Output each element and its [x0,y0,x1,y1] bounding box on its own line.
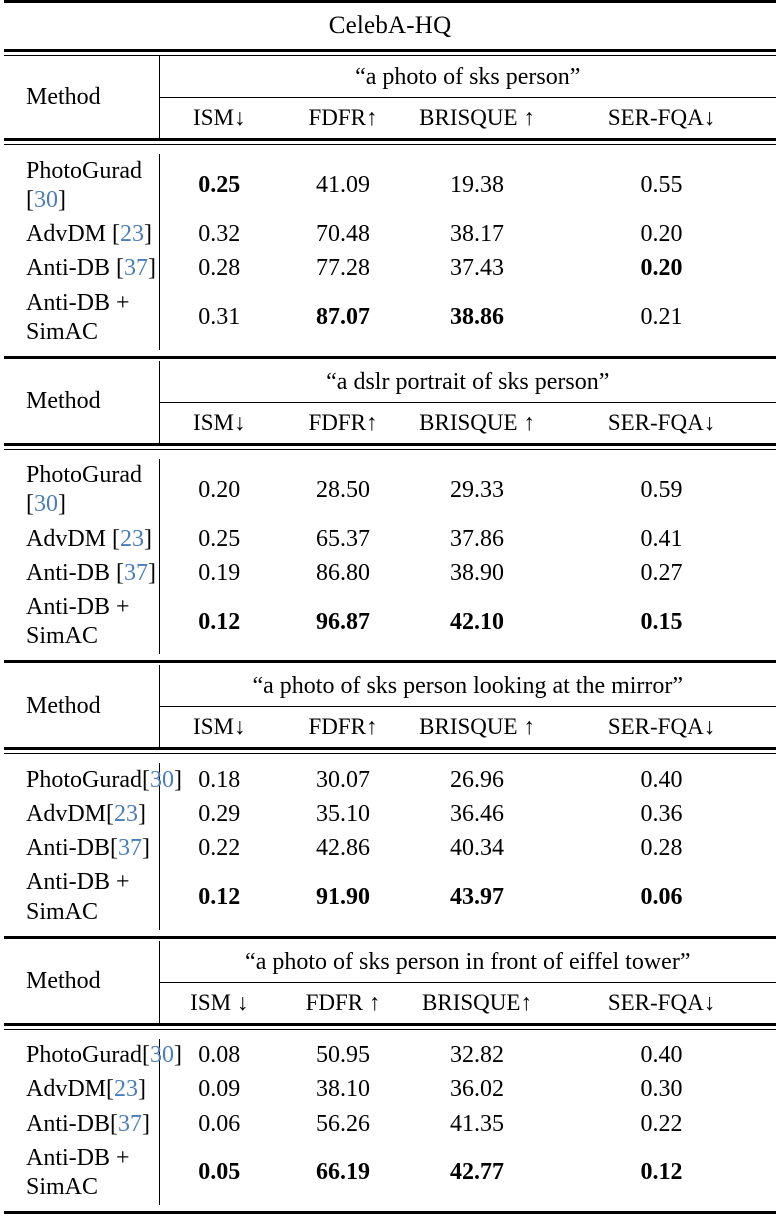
table-row [4,591,776,655]
block-2-top-spacer [4,754,776,764]
cell-value: 0.06 [159,1107,279,1141]
method-column-header: Method [26,692,101,719]
method-name: Anti-DB + SimAC [26,1144,130,1201]
metric-header-1: FDFR ↑ [305,989,381,1015]
method-name: AdvDM [26,221,113,248]
table-row [4,1141,776,1205]
method-name: PhotoGurad [26,157,142,184]
method-name: Anti-DB [26,559,116,586]
citation-close-bracket: ] [174,766,182,793]
cell-value: 0.28 [640,835,683,862]
block-1-bottom-spacer [4,654,776,662]
metric-header-3: SER-FQA↓ [607,714,716,740]
cell-value: 30.07 [316,766,370,793]
cell-value: 0.20 [159,459,279,523]
spacer [4,654,776,662]
method-name: AdvDM [26,1076,107,1103]
row-method-label [4,1073,159,1107]
table-row [4,763,776,797]
spacer [4,145,776,155]
citation-open-bracket: [ [106,1076,115,1103]
cell-value: 43.97 [450,884,504,911]
table-row [4,1039,776,1073]
cell-value: 36.02 [450,1076,504,1103]
citation-open-bracket: [ [142,766,150,793]
cell-value: 41.09 [316,172,370,199]
cell-value: 87.07 [316,304,370,331]
method-name: Anti-DB [26,255,116,282]
method-column-header: Method [26,83,101,110]
cell-value: 0.12 [640,1159,683,1186]
metric-header-3: SER-FQA↓ [607,989,716,1015]
metric-header-3: SER-FQA↓ [607,409,716,435]
citation-open-bracket: [ [116,559,124,586]
results-table-container [4,0,776,1216]
citation-ref[interactable]: 23 [114,800,139,827]
citation-open-bracket: [ [142,1042,150,1069]
metric-header-0: ISM↓ [159,98,279,140]
method-name: AdvDM [26,525,113,552]
table-row [4,252,776,286]
table-row [4,1107,776,1141]
cell-value: 42.77 [450,1159,504,1186]
row-method-label [4,797,159,831]
citation-close-bracket: ] [58,186,66,213]
method-name: Anti-DB + SimAC [26,289,130,345]
citation-close-bracket: ] [148,559,156,586]
metric-header-0: ISM ↓ [159,982,279,1024]
cell-value: 29.33 [450,476,504,503]
cell-value: 0.28 [159,252,279,286]
cell-value: 0.06 [640,884,683,911]
cell-value: 0.09 [159,1073,279,1107]
table-row [4,832,776,866]
metric-header-2: BRISQUE ↑ [419,409,535,435]
block-0-top-spacer [4,145,776,155]
metric-header-2: BRISQUE ↑ [419,714,535,740]
cell-value: 65.37 [316,525,370,552]
cell-value: 32.82 [450,1042,504,1069]
cell-value: 77.28 [316,255,370,282]
block-0-header-row [4,56,776,98]
cell-value: 36.46 [450,800,504,827]
cell-value: 0.41 [640,525,683,552]
table-row [4,154,776,218]
table-row [4,286,776,350]
page-title: CelebA-HQ [328,12,452,39]
row-method-label [4,1039,182,1073]
cell-value: 0.59 [640,476,683,503]
cell-value: 0.22 [159,832,279,866]
method-name: Anti-DB [26,1110,110,1137]
row-method-label [4,154,159,218]
citation-ref[interactable]: 30 [150,1042,174,1069]
metric-header-1: FDFR↑ [308,409,378,435]
rule [4,1212,776,1216]
cell-value: 38.17 [450,221,504,248]
citation-close-bracket: ] [138,800,147,827]
method-name: Anti-DB + SimAC [26,594,130,650]
spacer [4,449,776,459]
block-2-bottom-spacer [4,930,776,938]
method-column-header: Method [26,968,101,995]
cell-value: 0.08 [159,1039,279,1073]
table-row [4,556,776,590]
citation-open-bracket: [ [106,800,115,827]
cell-value: 41.35 [450,1110,504,1137]
metric-header-2: BRISQUE↑ [422,989,532,1015]
row-method-label [4,763,182,797]
method-name: PhotoGurad [26,766,142,793]
cell-value: 0.40 [640,1042,683,1069]
cell-value: 0.15 [640,608,683,635]
metric-header-1: FDFR↑ [308,714,378,740]
metric-header-1: FDFR↑ [308,105,378,130]
citation-ref[interactable]: 37 [118,1110,142,1137]
row-method-label [4,1141,159,1205]
cell-value: 37.86 [450,525,504,552]
spacer [4,1029,776,1039]
citation-close-bracket: ] [138,1076,147,1103]
cell-value: 0.36 [640,800,683,827]
cell-value: 0.40 [640,766,683,793]
citation-close-bracket: ] [58,491,66,518]
method-name: AdvDM [26,800,107,827]
cell-value: 0.32 [159,218,279,252]
citation-ref[interactable]: 37 [124,559,148,586]
citation-open-bracket: [ [26,491,34,518]
row-method-label [4,556,159,590]
table-row [4,218,776,252]
prompt-header: “a dslr portrait of sks person” [159,361,776,403]
cell-value: 0.27 [640,559,683,586]
table-row [4,522,776,556]
cell-value: 0.19 [159,556,279,590]
block-0-bottom-spacer [4,350,776,358]
citation-ref[interactable]: 23 [120,525,145,552]
table-row [4,797,776,831]
cell-value: 0.20 [640,221,683,248]
row-method-label [4,218,159,252]
citation-open-bracket: [ [112,221,121,248]
cell-value: 0.22 [640,1110,683,1137]
row-method-label [4,286,159,350]
prompt-header: “a photo of sks person looking at the mirror” [159,665,776,707]
citation-close-bracket: ] [144,525,153,552]
citation-ref[interactable]: 23 [120,221,145,248]
cell-value: 26.96 [450,766,504,793]
metric-header-0: ISM↓ [159,402,279,444]
row-method-label [4,1107,159,1141]
table-title-row [4,5,776,51]
block-1-header-row [4,361,776,403]
citation-ref[interactable]: 37 [124,255,148,282]
method-column-header: Method [26,388,101,415]
block-3-top-spacer [4,1029,776,1039]
prompt-header: “a photo of sks person” [159,56,776,98]
method-name: Anti-DB + SimAC [26,869,130,925]
spacer [4,1205,776,1213]
row-method-label [4,459,159,523]
cell-value: 50.95 [316,1042,370,1069]
citation-ref[interactable]: 30 [34,186,58,213]
spacer [4,350,776,358]
cell-value: 19.38 [450,172,504,199]
cell-value: 0.20 [640,255,683,282]
cell-value: 0.05 [159,1141,279,1205]
block-1-top-spacer [4,449,776,459]
cell-value: 38.90 [450,559,504,586]
results-table [4,0,776,1216]
cell-value: 70.48 [316,221,370,248]
row-method-label [4,252,159,286]
metric-header-3: SER-FQA↓ [607,105,716,130]
cell-value: 86.80 [316,559,370,586]
cell-value: 37.43 [450,255,504,282]
prompt-header: “a photo of sks person in front of eiffel tower” [159,941,776,983]
citation-ref[interactable]: 30 [34,491,58,518]
citation-ref[interactable]: 23 [114,1076,139,1103]
citation-open-bracket: [ [116,255,124,282]
block-3-header-row [4,941,776,983]
citation-ref[interactable]: 37 [118,835,142,862]
citation-close-bracket: ] [144,221,153,248]
metric-header-2: BRISQUE ↑ [419,105,535,130]
citation-open-bracket: [ [112,525,121,552]
cell-value: 0.31 [159,286,279,350]
citation-close-bracket: ] [148,255,156,282]
cell-value: 0.30 [640,1076,683,1103]
cell-value: 0.55 [640,172,683,199]
cell-value: 28.50 [316,476,370,503]
table-row [4,866,776,930]
cell-value: 56.26 [316,1110,370,1137]
row-method-label [4,866,159,930]
citation-open-bracket: [ [26,186,34,213]
cell-value: 40.34 [450,835,504,862]
cell-value: 0.25 [159,522,279,556]
cell-value: 35.10 [316,800,370,827]
spacer [4,754,776,764]
metric-header-0: ISM↓ [159,707,279,749]
block-2-header-row [4,665,776,707]
citation-close-bracket: ] [142,835,150,862]
citation-ref[interactable]: 30 [150,766,174,793]
cell-value: 0.18 [159,763,279,797]
cell-value: 66.19 [316,1159,370,1186]
citation-open-bracket: [ [110,835,118,862]
cell-value: 96.87 [316,608,370,635]
citation-close-bracket: ] [142,1110,150,1137]
cell-value: 0.12 [159,866,279,930]
citation-close-bracket: ] [174,1042,182,1069]
row-method-label [4,591,159,655]
cell-value: 42.10 [450,608,504,635]
method-name: PhotoGurad [26,462,142,489]
row-method-label [4,832,159,866]
table-bottom-rule [4,1212,776,1216]
cell-value: 38.10 [316,1076,370,1103]
cell-value: 0.25 [159,154,279,218]
row-method-label [4,522,159,556]
method-name: PhotoGurad [26,1042,142,1069]
cell-value: 0.12 [159,591,279,655]
cell-value: 42.86 [316,835,370,862]
cell-value: 91.90 [316,884,370,911]
cell-value: 0.29 [159,797,279,831]
cell-value: 38.86 [450,304,504,331]
spacer [4,930,776,938]
citation-open-bracket: [ [110,1110,118,1137]
cell-value: 0.21 [640,304,683,331]
method-name: Anti-DB [26,835,110,862]
table-row [4,459,776,523]
block-3-bottom-spacer [4,1205,776,1213]
table-row [4,1073,776,1107]
